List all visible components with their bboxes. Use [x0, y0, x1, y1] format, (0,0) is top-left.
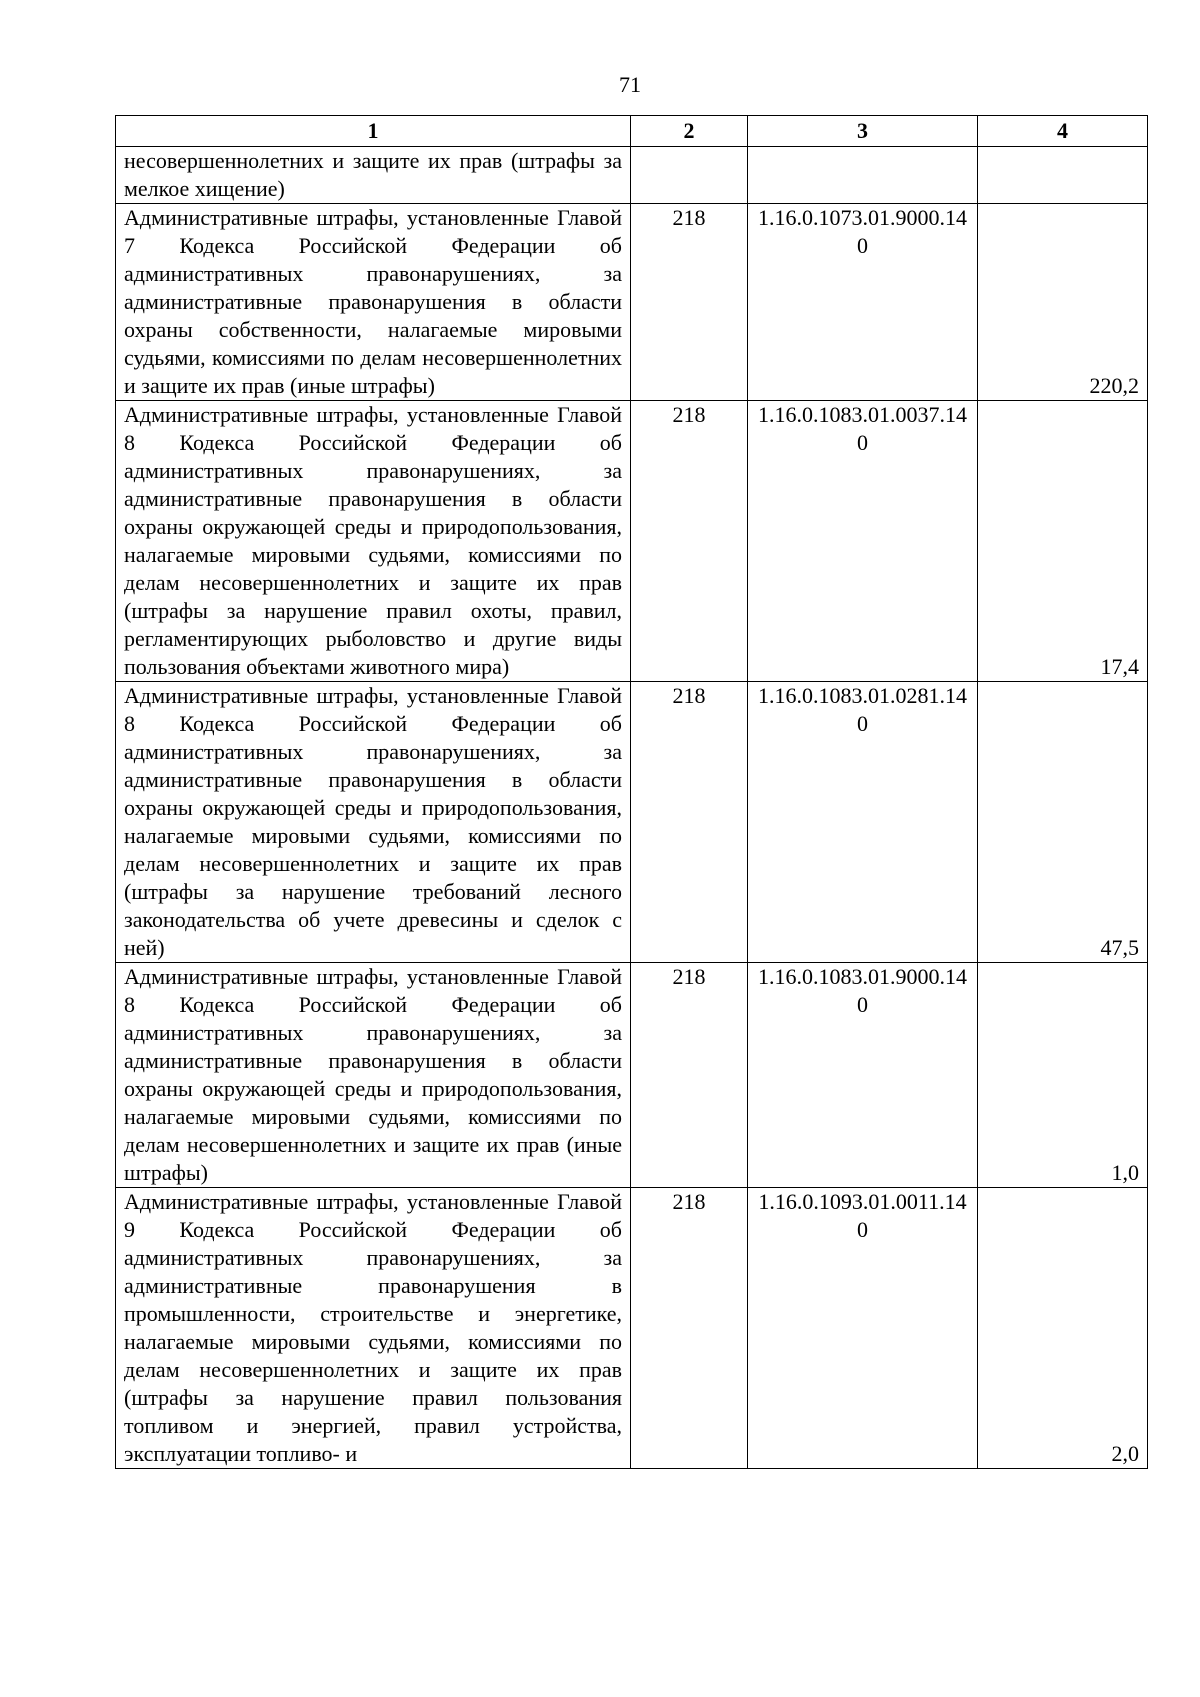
- row-amount: 17,4: [978, 401, 1148, 682]
- row-admin-code: 218: [631, 401, 748, 682]
- budget-table: [115, 115, 1148, 1469]
- header-col-2: 2: [631, 116, 748, 147]
- row-admin-code: 218: [631, 204, 748, 401]
- table-row: [116, 1188, 1148, 1469]
- row-admin-code: 218: [631, 1188, 748, 1469]
- header-col-1: 1: [116, 116, 631, 147]
- row-admin-code: 218: [631, 682, 748, 963]
- row-amount: 47,5: [978, 682, 1148, 963]
- row-amount: [978, 147, 1148, 204]
- row-classification-code: 1.16.0.1093.01.0011.140: [748, 1188, 978, 1469]
- row-classification-code: 1.16.0.1083.01.0281.140: [748, 682, 978, 963]
- row-admin-code: [631, 147, 748, 204]
- row-classification-code: 1.16.0.1083.01.0037.140: [748, 401, 978, 682]
- row-amount: 220,2: [978, 204, 1148, 401]
- row-description: Административные штрафы, установленные Главой 7 Кодекса Российской Федерации об административных правонарушениях, за административные правонарушения в области охраны собственности, налагаемые мировыми судьями, комиссиями по делам несовершеннолетних и защите их прав (иные штрафы): [116, 204, 631, 401]
- table-row: [116, 147, 1148, 204]
- row-classification-code: 1.16.0.1083.01.9000.140: [748, 963, 978, 1188]
- table-row: [116, 682, 1148, 963]
- header-col-3: 3: [748, 116, 978, 147]
- table-header-row: [116, 116, 1148, 147]
- header-col-4: 4: [978, 116, 1148, 147]
- row-description: Административные штрафы, установленные Главой 8 Кодекса Российской Федерации об административных правонарушениях, за административные правонарушения в области охраны окружающей среды и природопользования, налагаемые мировыми судьями, комиссиями по делам несовершеннолетних и защите их прав (иные штрафы): [116, 963, 631, 1188]
- row-description: Административные штрафы, установленные Главой 8 Кодекса Российской Федерации об административных правонарушениях, за административные правонарушения в области охраны окружающей среды и природопользования, налагаемые мировыми судьями, комиссиями по делам несовершеннолетних и защите их прав (штрафы за нарушение требований лесного законодательства об учете древесины и сделок с ней): [116, 682, 631, 963]
- row-description: несовершеннолетних и защите их прав (штрафы за мелкое хищение): [116, 147, 631, 204]
- page-number: 71: [619, 72, 641, 97]
- row-classification-code: [748, 147, 978, 204]
- row-description: Административные штрафы, установленные Главой 8 Кодекса Российской Федерации об административных правонарушениях, за административные правонарушения в области охраны окружающей среды и природопользования, налагаемые мировыми судьями, комиссиями по делам несовершеннолетних и защите их прав (штрафы за нарушение правил охоты, правил, регламентирующих рыболовство и другие виды пользования объектами животного мира): [116, 401, 631, 682]
- row-amount: 1,0: [978, 963, 1148, 1188]
- table-row: [116, 963, 1148, 1188]
- table-row: [116, 204, 1148, 401]
- table-row: [116, 401, 1148, 682]
- row-classification-code: 1.16.0.1073.01.9000.140: [748, 204, 978, 401]
- row-amount: 2,0: [978, 1188, 1148, 1469]
- row-description: Административные штрафы, установленные Главой 9 Кодекса Российской Федерации об административных правонарушениях, за административные правонарушения в промышленности, строительстве и энергетике, налагаемые мировыми судьями, комиссиями по делам несовершеннолетних и защите их прав (штрафы за нарушение правил пользования топливом и энергией, правил устройства, эксплуатации топливо- и: [116, 1188, 631, 1469]
- row-admin-code: 218: [631, 963, 748, 1188]
